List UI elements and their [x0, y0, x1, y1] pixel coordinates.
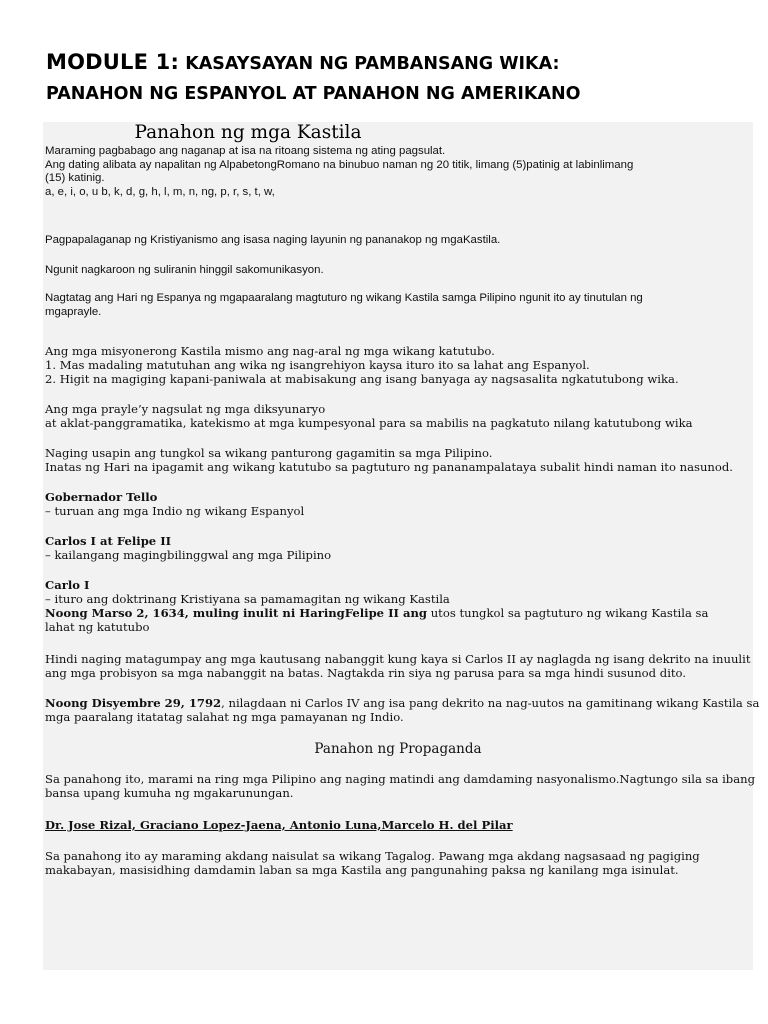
text-fragment: utos tungkol sa pagtuturo ng wikang Kastila sa — [427, 606, 709, 620]
text-line: at aklat-panggramatika, katekismo at mga kumpesyonal para sa mabilis na pagkatuto nilang katutubong wika — [45, 416, 693, 430]
text-line: Sa panahong ito ay maraming akdang naisulat sa wikang Tagalog. Pawang mga akdang nagsasaad ng pagiging — [45, 849, 700, 863]
text-line: Pagpapalaganap ng Kristiyanismo ang isasa naging layunin ng pananakop ng mgaKastila. — [45, 234, 501, 246]
text-line: Maraming pagbabago ang naganap at isa na ritoang sistema ng ating pagsulat. — [45, 145, 446, 157]
header-title-line-2: PANAHON NG ESPANYOL AT PANAHON NG AMERIKANO — [46, 84, 581, 104]
text-line: lahat ng katutubo — [45, 620, 150, 634]
text-line: Hindi naging matagumpay ang mga kautusang nabanggit kung kaya si Carlos II ay naglagda ng isang dekrito na inuulit — [45, 652, 751, 666]
text-line: Ang dating alibata ay napalitan ng AlpabetongRomano na binubuo naman ng 20 titik, limang (5)patinig at labinlimang — [45, 158, 634, 171]
header-title-line-1: KASAYSAYAN NG PAMBANSANG WIKA: — [185, 54, 560, 74]
text-line: ang mga probisyon sa mga nabanggit na batas. Nagtakda rin siya ng parusa para sa mga hindi susunod dito. — [45, 666, 687, 680]
paragraph-kristiyanismo — [45, 234, 745, 248]
paragraph-propaganda — [45, 772, 756, 800]
text-line — [45, 606, 745, 620]
date-marso: Noong Marso 2, 1634, muling inulit ni HaringFelipe II ang — [45, 606, 428, 620]
paragraph-hindi-naging — [45, 652, 751, 680]
module-header — [46, 48, 746, 108]
entry-gobernador-tello — [45, 490, 745, 518]
text-line: mga paaralang itatatag salahat ng mga pamayanan ng Indio. — [45, 710, 404, 724]
entry-name: Carlo I — [45, 578, 90, 592]
paragraph-suliranin — [45, 264, 745, 278]
date-disyembre: Noong Disyembre 29, 1792 — [45, 696, 222, 710]
text-line: Naging usapin ang tungkol sa wikang panturong gagamitin sa mga Pilipino. — [45, 446, 493, 460]
section-title-kastila: Panahon ng mga Kastila — [134, 122, 362, 143]
entry-carlo-i — [45, 578, 745, 634]
text-line: Ngunit nagkaroon ng suliranin hinggil sakomunikasyon. — [45, 264, 324, 276]
content-panel — [43, 122, 760, 970]
paragraph-disyembre — [45, 696, 760, 724]
paragraph-tagalog — [45, 849, 745, 877]
entry-name: Gobernador Tello — [45, 490, 158, 504]
module-label: MODULE 1: — [46, 50, 180, 74]
paragraph-misyonero — [45, 344, 745, 386]
text-line: Inatas ng Hari na ipagamit ang wikang katutubo sa pagtuturo ng pananampalataya subalit hindi naman ito nasunod. — [45, 460, 733, 474]
entry-carlos-felipe — [45, 534, 745, 562]
entry-description: – ituro ang doktrinang Kristiyana sa pamamagitan ng wikang Kastila — [45, 592, 450, 606]
text-line: 2. Higit na magiging kapani-paniwala at mabisakung ang isang banyaga ay nagsasalita ngkatutubong wika. — [45, 372, 679, 386]
text-line: Ang mga misyonerong Kastila mismo ang nag-aral ng mga wikang katutubo. — [45, 344, 495, 358]
paragraph-hari — [45, 292, 745, 319]
text-line: Nagtatag ang Hari ng Espanya ng mgapaaralang magtuturo ng wikang Kastila samga Pilipino ngunit ito ay tinutulan ng — [45, 292, 643, 304]
text-line: (15) katinig. — [45, 172, 105, 184]
section-title-propaganda: Panahon ng Propaganda — [314, 741, 482, 757]
header-line-1 — [46, 48, 746, 78]
entry-description: – kailangang magingbilinggwal ang mga Pilipino — [45, 548, 332, 562]
text-line: Ang mga prayle’y nagsulat ng mga diksyunaryo — [45, 402, 326, 416]
paragraph-prayle — [45, 402, 745, 430]
text-line: 1. Mas madaling matutuhan ang wika ng isangrehiyon kaysa ituro ito sa lahat ang Espanyol. — [45, 358, 590, 372]
text-line: a, e, i, o, u b, k, d, g, h, l, m, n, ng, p, r, s, t, w, — [45, 185, 275, 198]
paragraph-usapin — [45, 446, 745, 474]
entry-description: – turuan ang mga Indio ng wikang Espanyol — [45, 504, 305, 518]
intro-paragraph — [45, 145, 745, 199]
text-line: Dr. Jose Rizal, Graciano Lopez-Jaena, Antonio Luna,Marcelo H. del Pilar — [45, 818, 513, 832]
text-fragment: , nilagdaan ni Carlos IV ang isa pang dekrito na nag-uutos na gamitinang wikang Kastila sa — [221, 696, 760, 710]
text-line: bansa upang kumuha ng mgakarunungan. — [45, 786, 294, 800]
entry-name: Carlos I at Felipe II — [45, 534, 172, 548]
text-line: makabayan, masisidhing damdamin laban sa mga Kastila ang pangunahing paksa ng kanilang mga isinulat. — [45, 863, 679, 877]
text-line — [45, 696, 760, 710]
text-line: Sa panahong ito, marami na ring mga Pilipino ang naging matindi ang damdaming nasyonalismo.Nagtungo sila sa ibang — [45, 772, 756, 786]
propagandista-names — [45, 818, 745, 832]
text-line: mgaprayle. — [45, 305, 102, 318]
